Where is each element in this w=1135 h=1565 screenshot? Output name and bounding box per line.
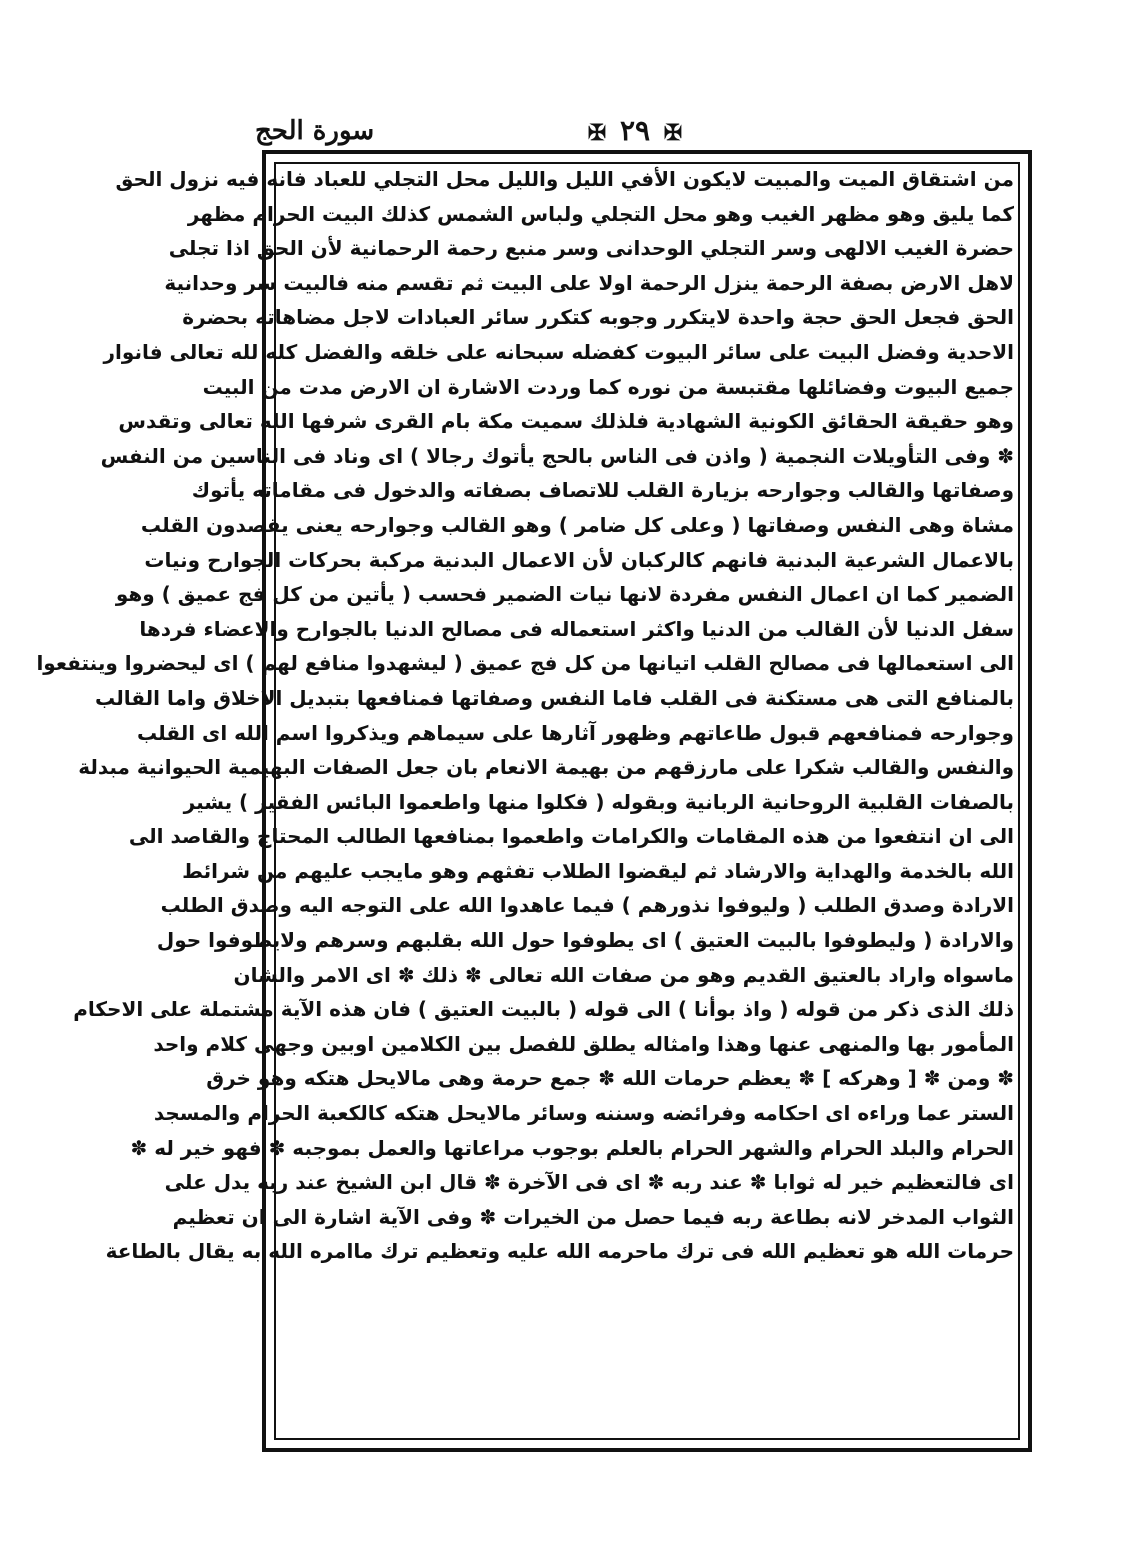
text-line: الضمير كما ان اعمال النفس مفردة لانها نيات الضمير فحسب ( يأتين من كل فج عميق ) وهو [115, 582, 1014, 607]
text-line: والارادة ( وليطوفوا بالبيت العتيق ) اى يطوفوا حول الله بقلبهم وسرهم ولايطوفوا حول [156, 928, 1014, 953]
text-line: من اشتقاق الميت والمبيت لايكون الأفي الليل والليل محل التجلي للعباد فانه فيه نزول الحق [115, 167, 1014, 191]
ornament-icon: ✠ [587, 120, 607, 146]
text-line: اى فالتعظيم خير له ثوابا ✽ عند ربه ✽ اى فى الآخرة ✽ قال ابن الشيخ عند ربه يدل على [164, 1170, 1014, 1195]
text-line: وصفاتها والقالب وجوارحه بزيارة القلب للاتصاف بصفاته والدخول فى مقاماته يأتوك [191, 478, 1014, 503]
text-line: الى استعمالها فى مصالح القلب اتيانها من كل فج عميق ( ليشهدوا منافع لهم ) اى ليحضروا وينتفعوا [36, 651, 1014, 676]
text-line: الارادة وصدق الطلب ( وليوفوا نذورهم ) فيما عاهدوا الله على التوجه اليه وصدق الطلب [160, 893, 1014, 918]
text-line: بالاعمال الشرعية البدنية فانهم كالركبان لأن الاعمال البدنية مركبة بحركات الجوارح ونيات [144, 547, 1014, 572]
text-line: وجوارحه فمنافعهم قبول طاعاتهم وظهور آثارها على سيماهم ويذكروا اسم الله اى القلب [136, 720, 1014, 745]
page-number [555, 114, 715, 147]
text-line: ✽ ومن ✽ [ وهركه ] ✽ يعظم حرمات الله ✽ جمع حرمة وهى مالايحل هتكه وهو خرق [206, 1066, 1014, 1091]
text-line: كما يليق وهو مظهر الغيب وهو محل التجلي ولباس الشمس كذلك البيت الحرام مظهر [187, 201, 1014, 226]
text-line: جميع البيوت وفضائلها مقتبسة من نوره كما وردت الاشارة ان الارض مدت من البيت [202, 374, 1014, 399]
text-body [36, 162, 1014, 1442]
text-line: الله بالخدمة والهداية والارشاد ثم ليقضوا الطلاب تفثهم وهو مايجب عليهم من شرائط [182, 858, 1014, 883]
text-line: الثواب المدخر لانه بطاعة ربه فيما حصل من الخيرات ✽ وفى الآية اشارة الى ان تعظيم [172, 1204, 1014, 1229]
text-line: الاحدية وفضل البيت على سائر البيوت كفضله سبحانه على خلقه والفضل كله لله تعالى فانوار [103, 339, 1014, 364]
text-line: بالصفات القلبية الروحانية الربانية وبقوله ( فكلوا منها واطعموا البائس الفقير ) يشير [183, 789, 1014, 814]
text-line: ذلك الذى ذكر من قوله ( واذ بوأنا ) الى قوله ( بالبيت العتيق ) فان هذه الآية مشتملة على الاحكام [73, 997, 1014, 1022]
text-line: الى ان انتفعوا من هذه المقامات والكرامات واطعموا بمنافعها الطالب المحتاج والقاصد الى [128, 824, 1014, 849]
text-line: والنفس والقالب شكرا على مارزقهم من بهيمة الانعام بان جعل الصفات البهيمية الحيوانية مبدلة [78, 755, 1014, 780]
text-line: بالمنافع التى هى مستكنة فى القلب فاما النفس وصفاتها فمنافعها بتبديل الاخلاق واما القالب [95, 685, 1014, 710]
text-line: الستر عما وراءه اى احكامه وفرائضه وسننه وسائر مالايحل هتكه كالكعبة الحرام والمسجد [153, 1101, 1014, 1126]
ornament-icon: ✠ [663, 120, 683, 146]
text-line: حضرة الغيب الالهى وسر التجلي الوحدانى وسر منبع رحمة الرحمانية لأن الحق اذا تجلى [168, 236, 1014, 261]
text-line: لاهل الارض بصفة الرحمة ينزل الرحمة اولا على البيت ثم تقسم منه فالبيت سر وحدانية [164, 270, 1014, 295]
surah-title: سورة الحج [255, 116, 375, 146]
page-header [255, 108, 1020, 152]
text-line: الحق فجعل الحق حجة واحدة لايتكرر وجوبه كتكرر سائر العبادات لاجل مضاهاته بحضرة [182, 305, 1014, 330]
text-line: المأمور بها والمنهى عنها وهذا وامثاله يطلق للفصل بين الكلامين اوبين وجهى كلام واحد [153, 1031, 1014, 1056]
text-line: مشاة وهى النفس وصفاتها ( وعلى كل ضامر ) وهو القالب وجوارحه يعنى يقصدون القلب [140, 512, 1014, 537]
page-number-value: ٢٩ [619, 114, 651, 147]
text-line: وهو حقيقة الحقائق الكونية الشهادية فلذلك سميت مكة بام القرى شرفها الله تعالى وتقدس [118, 409, 1014, 434]
text-line: ✽ وفى التأويلات النجمية ( واذن فى الناس بالحج يأتوك رجالا ) اى وناد فى الناسين من النفس [100, 443, 1014, 468]
text-line: ماسواه واراد بالعتيق القديم وهو من صفات الله تعالى ✽ ذلك ✽ اى الامر والشان [233, 962, 1014, 987]
text-line: حرمات الله هو تعظيم الله فى ترك ماحرمه الله عليه وتعظيم ترك ماامره الله به يقال بالطاعة [105, 1239, 1014, 1264]
text-line: سفل الدنيا لأن القالب من الدنيا واكثر استعماله فى مصالح الدنيا بالجوارح والاعضاء فردها [139, 616, 1014, 641]
text-line: الحرام والبلد الحرام والشهر الحرام بالعلم بوجوب مراعاتها والعمل بموجبه ✽ فهو خير له ✽ [130, 1135, 1014, 1160]
